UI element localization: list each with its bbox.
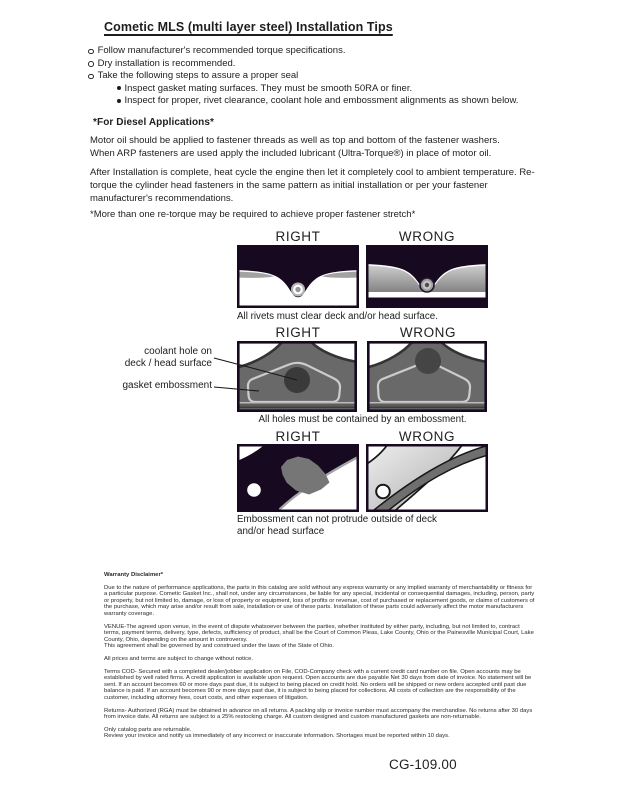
installation-tips-list [88,45,568,108]
list-item [117,95,568,108]
wrong-label: WRONG [398,229,456,244]
bolt-hole [247,483,261,497]
bullet-dot-icon [117,99,121,103]
tip-text: Dry installation is recommended. [97,57,236,69]
tip-text: Inspect gasket mating surfaces. They must be smooth 50RA or finer. [124,82,413,94]
caption-holes: All holes must be contained by an embossment. [258,414,467,425]
list-item [117,83,568,96]
page-title: Cometic MLS (multi layer steel) Installation Tips [104,20,393,34]
open-bullet-icon [88,74,94,80]
disclaimer-paragraph: VENUE-The agreed upon venue, in the event of dispute whatsoever between the parties, whether instituted by either party, including, but not limited to, contract terms, payment terms, delivery, type, defects, sufficiency of product, shall be the Court of Common Pleas, Lake County, Ohio or the Painesville Municipal Court, Lake County, Ohio, depending on the amount in controversy. [104,623,534,643]
paragraph-retorque-note: *More than one re-torque may be required to achieve proper fastener stretch* [90,209,416,220]
list-item [88,45,568,58]
open-bullet-icon [88,49,94,55]
diagram-hole-right [237,341,357,412]
page-number: CG-109.00 [389,757,457,772]
disclaimer-paragraph: This agreement shall be governed by and construed under the laws of the State of Ohio. [104,643,334,650]
disclaimer-paragraph: Terms COD- Secured with a completed dealer/jobber application on File, COD-Company check with a current credit card number on file. Open accounts may be established by well rated firms. A credit application is available upon request. Open accounts are due payable Net 30 days from date of invoice. No statement will be sent. If an account becomes 60 or more days past due, it is subject to being placed on credit hold. No orders will be shipped or new orders accepted until past due balance is paid. If an account becomes 90 or more days past due, it is subject to being placed for collections. All costs of collection are the responsibility of the customer, including attorney fees, court costs, and other expenses of litigation. [104,668,532,701]
list-item [88,58,568,71]
coolant-hole [284,367,310,393]
wrong-label: WRONG [399,325,457,340]
rivet-icon [420,278,434,292]
disclaimer-paragraph: Only catalog parts are returnable. [104,726,192,733]
disclaimer-paragraph: Review your invoice and notify us immediately of any incorrect or inaccurate information. Shortages must be reported within 10 days. [104,733,450,740]
wrong-label: WRONG [398,429,456,444]
paragraph-motor-oil: Motor oil should be applied to fastener threads as well as top and bottom of the fastener washers. When ARP fasteners are used apply the included lubricant (Ultra-Torque®) in place of motor oil. [90,135,500,159]
right-label: RIGHT [275,325,321,340]
caption-rivets: All rivets must clear deck and/or head surface. [237,311,438,322]
disclaimer-paragraph: All prices and terms are subject to change without notice. [104,655,253,662]
bullet-dot-icon [117,86,121,90]
paragraph-retorque: After Installation is complete, heat cycle the engine then let it completely cool to ambient temperature. Re-torque the cylinder head fasteners in the same pattern as initial installation or per your fastener manufacturer's recommendations. [90,167,535,204]
label-coolant-hole: coolant hole on deck / head surface [124,346,212,369]
diagram-rivet-right [237,245,359,308]
right-label: RIGHT [275,229,321,244]
diagram-embossment-right [237,444,359,512]
diesel-applications-heading: *For Diesel Applications* [93,117,215,128]
tip-text: Follow manufacturer's recommended torque specifications. [97,45,346,56]
rivet-icon [291,283,305,297]
warranty-disclaimer [104,572,537,746]
open-bullet-icon [88,61,94,67]
diagram-hole-wrong [367,341,487,412]
list-item [88,70,568,83]
caption-embossment: Embossment can not protrude outside of deck and/or head surface [237,514,437,537]
disclaimer-title: Warranty Disclaimer* [104,572,164,578]
tip-text: Take the following steps to assure a proper seal [97,70,299,81]
right-label: RIGHT [275,429,321,444]
diagram-embossment-wrong [366,444,488,512]
bolt-hole [376,485,390,499]
tip-text: Inspect for proper, rivet clearance, coolant hole and embossment alignments as shown below. [124,95,519,106]
disclaimer-paragraph: Due to the nature of performance applications, the parts in this catalog are sold without any express warranty or any implied warranty of merchantability or fitness for a particular purpose. Cometic Gasket Inc., shall not, under any circumstances, be liable for any special, incidental or consequential damages, including, person, party or property, but not limited to, damage, or loss of property or equipment, loss of profits or revenue, cost of purchased or replacement goods, or claims of customers of the purchase, which may arise and/or result from sale, installation or use of these parts. Installation of these parts could adversely affect the motor manufacturers warranty coverage. [104,584,535,617]
diagram-rivet-wrong [366,245,488,308]
coolant-hole [415,348,441,374]
label-gasket-embossment: gasket embossment [122,380,212,391]
disclaimer-paragraph: Returns- Authorized (RGA) must be obtained in advance on all returns. A packing slip or invoice number must accompany the merchandise. No returns after 30 days from invoice date. All returns are subject to a 25% restocking charge. All custom designed and custom manufactured gaskets are non-returnable. [104,707,533,721]
